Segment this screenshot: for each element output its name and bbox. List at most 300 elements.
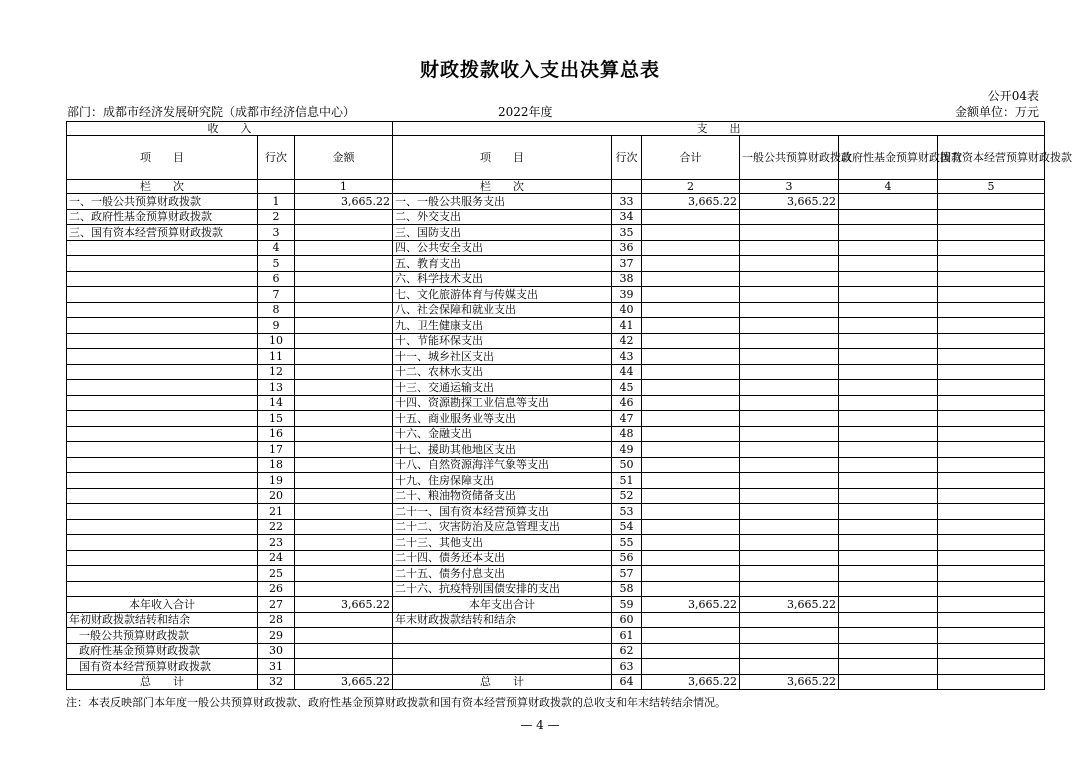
income-item: [67, 240, 258, 256]
expense-item: 二十五、债务付息支出: [393, 566, 612, 582]
state-capital-amount: [938, 643, 1045, 659]
table-row: [67, 333, 1045, 349]
income-row-no: 23: [258, 535, 295, 551]
general-budget-amount: [740, 380, 839, 396]
fund-budget-amount: [839, 659, 938, 675]
income-item: [67, 488, 258, 504]
general-budget-amount: [740, 256, 839, 272]
fund-budget-amount: [839, 442, 938, 458]
summary-row: [67, 674, 1045, 690]
state-capital-amount: [938, 612, 1045, 628]
expense-total: [642, 581, 740, 597]
income-item-header: 项 目: [67, 136, 258, 180]
expense-total: [642, 488, 740, 504]
expense-row-no: 64: [612, 674, 642, 690]
income-row-no: 1: [258, 194, 295, 210]
state-capital-amount: [938, 349, 1045, 365]
income-item: 政府性基金预算财政拨款: [67, 643, 258, 659]
general-budget-amount: [740, 209, 839, 225]
income-item: [67, 318, 258, 334]
table-row: [67, 380, 1045, 396]
income-item: [67, 473, 258, 489]
income-item: [67, 333, 258, 349]
income-row-no: 24: [258, 550, 295, 566]
fund-budget-amount: [839, 411, 938, 427]
expense-item: 十一、城乡社区支出: [393, 349, 612, 365]
table-row: [67, 457, 1045, 473]
income-item: [67, 426, 258, 442]
general-budget-amount: [740, 519, 839, 535]
expense-item: 九、卫生健康支出: [393, 318, 612, 334]
income-row-no: 3: [258, 225, 295, 241]
table-row: [67, 426, 1045, 442]
fund-budget-amount: [839, 674, 938, 690]
expense-total: [642, 395, 740, 411]
income-row-no: 19: [258, 473, 295, 489]
table-row: [67, 550, 1045, 566]
income-item: 本年收入合计: [67, 597, 258, 613]
income-item: [67, 550, 258, 566]
page-number: — 4 —: [520, 718, 560, 732]
expense-total: [642, 535, 740, 551]
expense-row-no: 50: [612, 457, 642, 473]
income-row-no: 11: [258, 349, 295, 365]
state-capital-header: 国有资本经营预算财政拨款: [938, 136, 1045, 180]
table-row: [67, 395, 1045, 411]
general-budget-amount: [740, 364, 839, 380]
income-row-no: 7: [258, 287, 295, 303]
income-item: [67, 535, 258, 551]
header-row-columns: [67, 136, 1045, 180]
income-amount: [295, 287, 393, 303]
expense-total: [642, 643, 740, 659]
income-item: 国有资本经营预算财政拨款: [67, 659, 258, 675]
general-budget-amount: [740, 628, 839, 644]
expense-item: 十五、商业服务业等支出: [393, 411, 612, 427]
expense-row-no: 61: [612, 628, 642, 644]
general-budget-amount: [740, 566, 839, 582]
expense-row-no: 41: [612, 318, 642, 334]
table-row: [67, 581, 1045, 597]
expense-lanci-no: [612, 180, 642, 194]
general-budget-amount: 3,665.22: [740, 597, 839, 613]
income-amount: [295, 240, 393, 256]
income-row-no: 29: [258, 628, 295, 644]
state-capital-amount: [938, 256, 1045, 272]
income-item: 年初财政拨款结转和结余: [67, 612, 258, 628]
income-item: [67, 519, 258, 535]
expense-item: 本年支出合计: [393, 597, 612, 613]
income-item: [67, 364, 258, 380]
income-item: [67, 457, 258, 473]
income-row-no: 8: [258, 302, 295, 318]
expense-total: [642, 426, 740, 442]
expense-row-no: 43: [612, 349, 642, 365]
expense-total: [642, 240, 740, 256]
income-item: [67, 442, 258, 458]
fund-budget-amount: [839, 473, 938, 489]
expense-row-no: 45: [612, 380, 642, 396]
expense-row-no: 58: [612, 581, 642, 597]
general-budget-amount: [740, 318, 839, 334]
expense-total: [642, 271, 740, 287]
income-row-no: 15: [258, 411, 295, 427]
fund-budget-amount: [839, 628, 938, 644]
header-row-sections: [67, 122, 1045, 136]
income-item: [67, 395, 258, 411]
table-row: [67, 225, 1045, 241]
expense-item: 二十三、其他支出: [393, 535, 612, 551]
general-budget-header: 一般公共预算财政拨款: [740, 136, 839, 180]
income-amount: [295, 318, 393, 334]
column-index-row: [67, 180, 1045, 194]
expense-item: 总 计: [393, 674, 612, 690]
general-budget-amount: [740, 643, 839, 659]
col-index-5: 5: [938, 180, 1045, 194]
fund-budget-amount: [839, 519, 938, 535]
expense-item-header: 项 目: [393, 136, 612, 180]
expense-row-no: 46: [612, 395, 642, 411]
col-index-3: 3: [740, 180, 839, 194]
income-row-no: 13: [258, 380, 295, 396]
table-row: [67, 488, 1045, 504]
general-budget-amount: [740, 240, 839, 256]
state-capital-amount: [938, 550, 1045, 566]
income-row-no: 30: [258, 643, 295, 659]
summary-row: [67, 612, 1045, 628]
expense-total-header: 合计: [642, 136, 740, 180]
table-row: [67, 442, 1045, 458]
income-row-no: 4: [258, 240, 295, 256]
fund-budget-amount: [839, 426, 938, 442]
expense-total: [642, 628, 740, 644]
income-amount-header: 金额: [295, 136, 393, 180]
income-amount: [295, 442, 393, 458]
fund-budget-amount: [839, 535, 938, 551]
income-item: 总 计: [67, 674, 258, 690]
expense-item: [393, 643, 612, 659]
income-item: [67, 380, 258, 396]
expense-row-no: 54: [612, 519, 642, 535]
income-amount: [295, 659, 393, 675]
state-capital-amount: [938, 380, 1045, 396]
state-capital-amount: [938, 488, 1045, 504]
expense-total: 3,665.22: [642, 194, 740, 210]
expense-row-no: 60: [612, 612, 642, 628]
expense-row-no: 37: [612, 256, 642, 272]
summary-row: [67, 643, 1045, 659]
general-budget-amount: [740, 535, 839, 551]
fund-budget-amount: [839, 287, 938, 303]
general-budget-amount: [740, 333, 839, 349]
income-amount: [295, 395, 393, 411]
general-budget-amount: [740, 550, 839, 566]
summary-table: [66, 121, 1073, 690]
income-item: [67, 349, 258, 365]
fund-budget-amount: [839, 643, 938, 659]
table-row: [67, 535, 1045, 551]
income-row-no: 28: [258, 612, 295, 628]
income-amount: [295, 364, 393, 380]
income-amount: [295, 581, 393, 597]
income-row-no: 27: [258, 597, 295, 613]
col-index-2: 2: [642, 180, 740, 194]
income-item: [67, 287, 258, 303]
fund-budget-amount: [839, 194, 938, 210]
unit-label: 金额单位：万元: [954, 105, 1039, 119]
form-code: 公开04表: [987, 89, 1039, 103]
state-capital-amount: [938, 628, 1045, 644]
summary-row: [67, 597, 1045, 613]
expense-row-no: 56: [612, 550, 642, 566]
income-amount: [295, 457, 393, 473]
income-amount: [295, 550, 393, 566]
expense-row-no: 33: [612, 194, 642, 210]
income-amount: [295, 411, 393, 427]
general-budget-amount: [740, 442, 839, 458]
income-amount: [295, 426, 393, 442]
fund-budget-amount: [839, 302, 938, 318]
state-capital-amount: [938, 333, 1045, 349]
income-row-no: 22: [258, 519, 295, 535]
income-row-no: 2: [258, 209, 295, 225]
income-amount: [295, 333, 393, 349]
fund-budget-amount: [839, 318, 938, 334]
expense-item: [393, 628, 612, 644]
income-row-no: 21: [258, 504, 295, 520]
income-row-no: 6: [258, 271, 295, 287]
fund-budget-amount: [839, 395, 938, 411]
expense-row-no: 44: [612, 364, 642, 380]
table-row: [67, 519, 1045, 535]
expense-row-no: 39: [612, 287, 642, 303]
state-capital-amount: [938, 442, 1045, 458]
expense-row-no: 51: [612, 473, 642, 489]
state-capital-amount: [938, 364, 1045, 380]
footnote: 注：本表反映部门本年度一般公共预算财政拨款、政府性基金预算财政拨款和国有资本经营预算财政拨款的总收支和年末结转结余情况。: [66, 696, 726, 709]
fund-budget-amount: [839, 225, 938, 241]
expense-total: [642, 550, 740, 566]
state-capital-amount: [938, 225, 1045, 241]
table-row: [67, 318, 1045, 334]
state-capital-amount: [938, 240, 1045, 256]
income-amount: [295, 225, 393, 241]
fund-budget-amount: [839, 566, 938, 582]
general-budget-amount: [740, 581, 839, 597]
income-amount: [295, 473, 393, 489]
income-section-header: 收 入: [67, 122, 393, 136]
expense-total: [642, 287, 740, 303]
income-amount: [295, 488, 393, 504]
table-row: [67, 271, 1045, 287]
expense-total: [642, 519, 740, 535]
income-row-no: 12: [258, 364, 295, 380]
general-budget-amount: 3,665.22: [740, 674, 839, 690]
expense-total: [642, 380, 740, 396]
income-amount: [295, 271, 393, 287]
year-label: 2022年度: [498, 105, 553, 119]
expense-total: [642, 318, 740, 334]
expense-item: 八、社会保障和就业支出: [393, 302, 612, 318]
state-capital-amount: [938, 674, 1045, 690]
expense-total: [642, 256, 740, 272]
expense-total: [642, 457, 740, 473]
expense-row-no-header: 行次: [612, 136, 642, 180]
fund-budget-amount: [839, 333, 938, 349]
income-amount: [295, 566, 393, 582]
table-row: [67, 349, 1045, 365]
expense-item: 三、国防支出: [393, 225, 612, 241]
fund-budget-amount: [839, 380, 938, 396]
expense-item: 十七、援助其他地区支出: [393, 442, 612, 458]
expense-row-no: 57: [612, 566, 642, 582]
expense-item: 二十、粮油物资储备支出: [393, 488, 612, 504]
fund-budget-amount: [839, 597, 938, 613]
expense-item: [393, 659, 612, 675]
fund-budget-amount: [839, 364, 938, 380]
table-row: [67, 411, 1045, 427]
state-capital-amount: [938, 302, 1045, 318]
table-row: [67, 194, 1045, 210]
expense-item: 二十一、国有资本经营预算支出: [393, 504, 612, 520]
income-item: [67, 504, 258, 520]
income-row-no: 31: [258, 659, 295, 675]
expense-row-no: 42: [612, 333, 642, 349]
expense-item: 五、教育支出: [393, 256, 612, 272]
table-row: [67, 256, 1045, 272]
fund-budget-amount: [839, 271, 938, 287]
expense-row-no: 63: [612, 659, 642, 675]
state-capital-amount: [938, 287, 1045, 303]
state-capital-amount: [938, 504, 1045, 520]
state-capital-amount: [938, 426, 1045, 442]
income-row-no: 16: [258, 426, 295, 442]
income-row-no: 5: [258, 256, 295, 272]
expense-item: 一、一般公共服务支出: [393, 194, 612, 210]
general-budget-amount: [740, 349, 839, 365]
general-budget-amount: [740, 302, 839, 318]
state-capital-amount: [938, 318, 1045, 334]
summary-row: [67, 659, 1045, 675]
general-budget-amount: [740, 426, 839, 442]
income-amount: [295, 209, 393, 225]
expense-item: 二十六、抗疫特别国债安排的支出: [393, 581, 612, 597]
expense-row-no: 36: [612, 240, 642, 256]
income-row-no: 10: [258, 333, 295, 349]
expense-item: 二、外交支出: [393, 209, 612, 225]
state-capital-amount: [938, 209, 1045, 225]
expense-item: 十二、农林水支出: [393, 364, 612, 380]
income-amount: 3,665.22: [295, 674, 393, 690]
expense-row-no: 38: [612, 271, 642, 287]
expense-total: [642, 225, 740, 241]
fund-budget-amount: [839, 209, 938, 225]
income-item: 一般公共预算财政拨款: [67, 628, 258, 644]
col-index-1: 1: [295, 180, 393, 194]
fund-budget-amount: [839, 581, 938, 597]
income-item: [67, 271, 258, 287]
general-budget-amount: [740, 395, 839, 411]
expense-row-no: 53: [612, 504, 642, 520]
income-amount: [295, 628, 393, 644]
income-item: [67, 566, 258, 582]
expense-row-no: 34: [612, 209, 642, 225]
table-row: [67, 209, 1045, 225]
expense-lanci: 栏 次: [393, 180, 612, 194]
state-capital-amount: [938, 395, 1045, 411]
income-item: [67, 256, 258, 272]
fund-budget-header: 政府性基金预算财政拨款: [839, 136, 938, 180]
expense-total: [642, 411, 740, 427]
expense-item: 二十四、债务还本支出: [393, 550, 612, 566]
expense-total: [642, 209, 740, 225]
income-amount: [295, 643, 393, 659]
page-title: 财政拨款收入支出决算总表: [419, 59, 660, 81]
state-capital-amount: [938, 581, 1045, 597]
table-row: [67, 504, 1045, 520]
income-row-no: 14: [258, 395, 295, 411]
fund-budget-amount: [839, 550, 938, 566]
state-capital-amount: [938, 519, 1045, 535]
general-budget-amount: [740, 271, 839, 287]
income-row-no: 26: [258, 581, 295, 597]
income-amount: 3,665.22: [295, 194, 393, 210]
fund-budget-amount: [839, 349, 938, 365]
expense-item: 十九、住房保障支出: [393, 473, 612, 489]
general-budget-amount: 3,665.22: [740, 194, 839, 210]
income-amount: [295, 302, 393, 318]
fund-budget-amount: [839, 256, 938, 272]
income-row-no: 9: [258, 318, 295, 334]
expense-item: 二十二、灾害防治及应急管理支出: [393, 519, 612, 535]
table-row: [67, 566, 1045, 582]
state-capital-amount: [938, 473, 1045, 489]
income-lanci-no: [258, 180, 295, 194]
income-row-no: 20: [258, 488, 295, 504]
fund-budget-amount: [839, 504, 938, 520]
general-budget-amount: [740, 473, 839, 489]
state-capital-amount: [938, 659, 1045, 675]
state-capital-amount: [938, 597, 1045, 613]
state-capital-amount: [938, 411, 1045, 427]
income-amount: 3,665.22: [295, 597, 393, 613]
income-amount: [295, 504, 393, 520]
income-amount: [295, 256, 393, 272]
expense-item: 十八、自然资源海洋气象等支出: [393, 457, 612, 473]
expense-row-no: 48: [612, 426, 642, 442]
income-amount: [295, 519, 393, 535]
department-label: 部门：成都市经济发展研究院（成都市经济信息中心）: [67, 105, 356, 119]
table-row: [67, 287, 1045, 303]
general-budget-amount: [740, 457, 839, 473]
expense-total: 3,665.22: [642, 674, 740, 690]
expense-total: [642, 364, 740, 380]
income-row-no: 17: [258, 442, 295, 458]
expense-row-no: 52: [612, 488, 642, 504]
expense-item: 七、文化旅游体育与传媒支出: [393, 287, 612, 303]
income-item: 二、政府性基金预算财政拨款: [67, 209, 258, 225]
col-index-4: 4: [839, 180, 938, 194]
expense-item: 年末财政拨款结转和结余: [393, 612, 612, 628]
general-budget-amount: [740, 659, 839, 675]
income-row-no: 32: [258, 674, 295, 690]
expense-total: [642, 349, 740, 365]
expense-total: [642, 333, 740, 349]
state-capital-amount: [938, 566, 1045, 582]
expense-total: [642, 612, 740, 628]
expense-total: [642, 659, 740, 675]
table-row: [67, 473, 1045, 489]
